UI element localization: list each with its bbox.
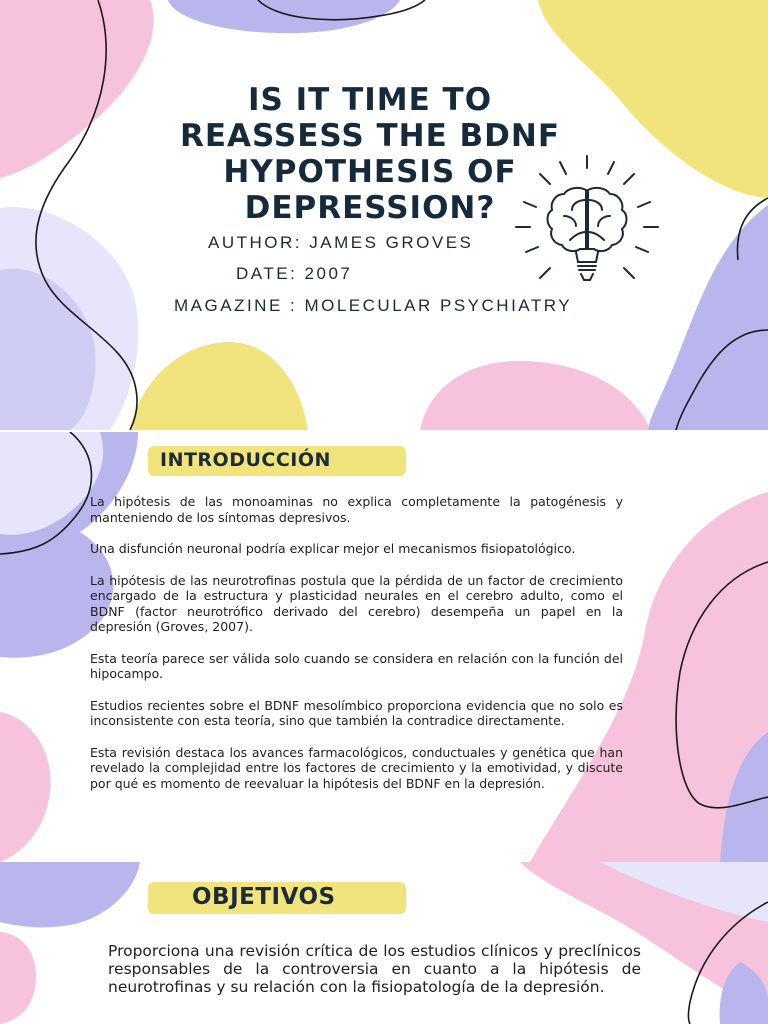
magazine-name: MOLECULAR PSYCHIATRY [304,296,573,315]
intro-paragraph: La hipótesis de las monoaminas no explica completamente la patogénesis y manteniendo de los síntomas depresivos. [90,494,623,525]
presentation-title: IS IT TIME TO REASSESS THE BDNF HYPOTHESIS OF DEPRESSION? [179,82,561,226]
objectives-body: Proporciona una revisión crítica de los estudios clínicos y preclínicos responsables de la controversia en cuanto a la hipótesis de neurotrofinas y su relación con la fisiopatología de la depresión. [108,942,641,996]
brain-lightbulb-icon [512,152,662,292]
date-label: DATE: [236,264,298,283]
objectives-slide [0,862,768,1024]
date-line [236,264,352,284]
intro-paragraph: La hipótesis de las neurotrofinas postula que la pérdida de un factor de crecimiento encargado de la estructura y plasticidad neurales en el cerebro adulto, como el BDNF (factor neurotrófico derivado del cerebro) desempeña un papel en la depresión (Groves, 2007). [90,572,623,634]
introduction-heading: INTRODUCCIÓN [148,446,406,476]
author-line [208,233,473,253]
magazine-label: MAGAZINE : [174,296,298,315]
intro-paragraph: Estudios recientes sobre el BDNF mesolímbico proporciona evidencia que no solo es inconsistente con esta teoría, sino que también la contradice directamente. [90,697,623,728]
author-label: AUTHOR: [208,233,302,252]
date-value: 2007 [304,264,353,283]
intro-paragraph: Esta revisión destaca los avances farmacológicos, conductuales y genética que han revelado la complejidad entre los factores de crecimiento y la emotividad, y discute por qué es momento de reevaluar la hipótesis del BDNF en la depresión. [90,744,623,791]
title-slide [0,0,768,430]
intro-paragraph: Esta teoría parece ser válida solo cuando se considera en relación con la función del hipocampo. [90,650,623,681]
objectives-heading: OBJETIVOS [148,882,406,914]
introduction-body [90,494,623,807]
introduction-slide [0,432,768,862]
intro-paragraph: Una disfunción neuronal podría explicar mejor el mecanismos fisiopatológico. [90,541,576,556]
author-name: JAMES GROVES [309,233,474,252]
magazine-line [174,296,572,316]
